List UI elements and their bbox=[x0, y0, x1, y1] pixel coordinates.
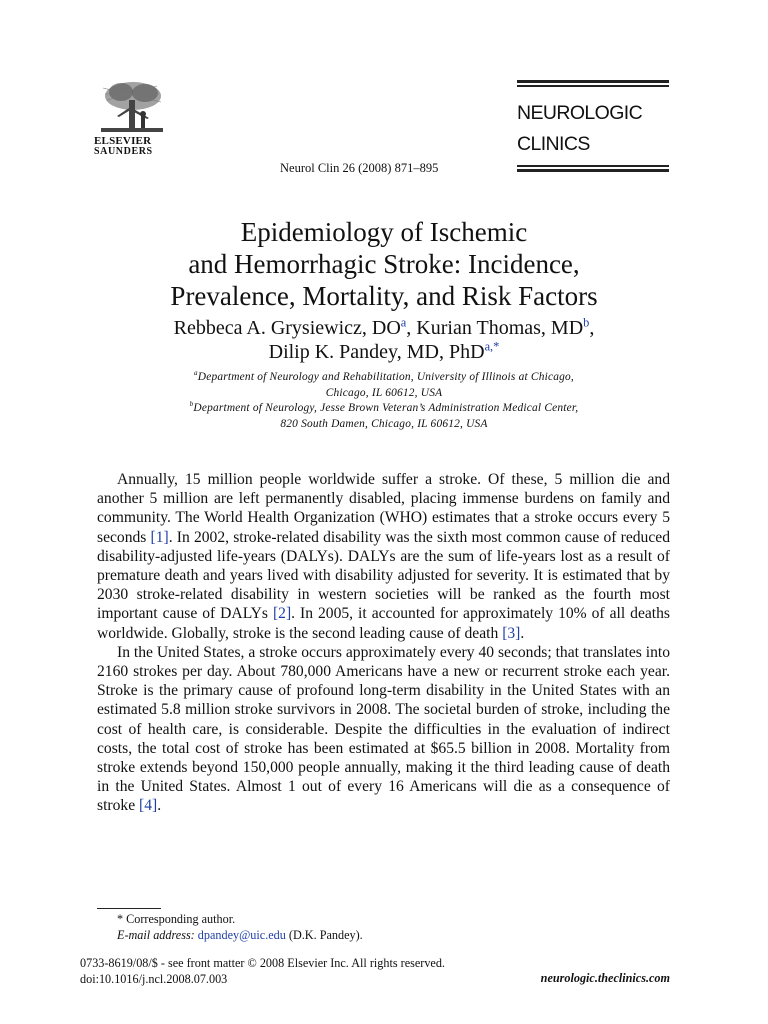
affiliation-link[interactable]: a,* bbox=[484, 339, 500, 354]
author-separator: , bbox=[406, 317, 417, 339]
affiliation-text: 820 South Damen, Chicago, IL 60612, USA bbox=[280, 417, 488, 430]
affiliation-b bbox=[100, 401, 668, 417]
email-label: E-mail address: bbox=[117, 928, 195, 942]
affiliation-text: Chicago, IL 60612, USA bbox=[325, 386, 443, 399]
author-list bbox=[80, 316, 688, 364]
affiliation-mark: b bbox=[189, 400, 194, 409]
doi: doi:10.1016/j.ncl.2008.07.003 bbox=[80, 972, 228, 986]
footnote bbox=[97, 911, 670, 943]
affiliation-text: Department of Neurology, Jesse Brown Veteran’s Administration Medical Center, bbox=[193, 402, 579, 415]
journal-brand bbox=[517, 80, 669, 174]
journal-name-line1: NEUROLOGIC bbox=[517, 102, 643, 124]
reference-link[interactable]: [3] bbox=[502, 624, 521, 642]
affiliation-link[interactable]: b bbox=[583, 315, 590, 330]
affiliation-mark: a bbox=[194, 369, 198, 378]
text-run: . bbox=[157, 797, 162, 815]
corresponding-author-note: * Corresponding author. bbox=[117, 912, 236, 926]
author-name: Rebbeca A. Grysiewicz, DO bbox=[173, 317, 401, 339]
text-run: Annually, 15 million people worldwide suffer a stroke. Of these, 5 million die and another 5 million are left permanently disabled, placing immense burdens on family and community. The World Health Organization (WHO) estimates that a stroke occurs every 5 seconds bbox=[97, 471, 670, 546]
affiliations bbox=[100, 370, 668, 432]
journal-website[interactable]: neurologic.theclinics.com bbox=[540, 971, 670, 985]
reference-link[interactable]: [1] bbox=[150, 528, 169, 546]
title-line: Prevalence, Mortality, and Risk Factors bbox=[170, 281, 598, 311]
paragraph bbox=[97, 470, 670, 643]
text-run: . In 2005, it accounted for approximately 10% of all deaths worldwide. Globally, stroke is the second leading cause of death bbox=[97, 605, 670, 642]
author-name: Dilip K. Pandey, MD, PhD bbox=[268, 341, 485, 363]
journal-citation: Neurol Clin 26 (2008) 871–895 bbox=[280, 161, 439, 175]
email-note bbox=[97, 927, 670, 943]
affiliation-text: Department of Neurology and Rehabilitation, University of Illinois at Chicago, bbox=[197, 371, 574, 383]
affiliation-link[interactable]: a bbox=[400, 315, 407, 330]
publisher-name: ELSEVIER bbox=[94, 135, 152, 147]
email-owner: (D.K. Pandey). bbox=[288, 928, 363, 942]
imprint-name: SAUNDERS bbox=[94, 146, 153, 157]
reference-link[interactable]: [2] bbox=[272, 605, 292, 623]
footnote-rule bbox=[97, 908, 161, 909]
author-name: Kurian Thomas, MD bbox=[416, 317, 584, 339]
title-line: Epidemiology of Ischemic bbox=[240, 217, 528, 247]
article-body bbox=[97, 470, 670, 816]
text-run: . In 2002, stroke-related disability was the sixth most common cause of reduced disability-adjusted life-years (DALYs). DALYs are the sum of life-years lost as a result of premature death and years lived with disability adjusted for severity. It is estimated that by 2030 stroke-related disability in western societies will be ranked as the fourth most important cause of DALYs bbox=[97, 528, 670, 623]
brand-rule-bottom-thin bbox=[517, 165, 669, 167]
text-run: . bbox=[520, 624, 525, 642]
affiliation-a bbox=[100, 370, 668, 386]
title-line: and Hemorrhagic Stroke: Incidence, bbox=[188, 249, 580, 279]
paragraph bbox=[97, 643, 670, 816]
text-run: In the United States, a stroke occurs approximately every 40 seconds; that translates into 2160 strokes per day. About 780,000 Americans have a new or recurrent stroke each year. Stroke is the primary cause of profound long-term disability in the United States with an estimated 5.8 million stroke survivors in 2008. The societal burden of stroke, including the cost of health care, is considerable. Despite the difficulties in the evaluation of indirect costs, the total cost of stroke has been estimated at $65.5 billion in 2008. Mortality from stroke extends beyond 150,000 people annually, making it the third leading cause of death in the United States. Almost 1 out of every 16 Americans will die as a consequence of stroke bbox=[97, 643, 670, 815]
copyright-line: 0733-8619/08/$ - see front matter © 2008 Elsevier Inc. All rights reserved. bbox=[80, 956, 445, 970]
brand-rule-top bbox=[517, 80, 669, 83]
email-link[interactable]: dpandey@uic.edu bbox=[197, 928, 286, 942]
reference-link[interactable]: [4] bbox=[139, 797, 158, 815]
author-separator: , bbox=[589, 317, 595, 339]
brand-rule-bottom bbox=[517, 169, 669, 172]
article-title bbox=[80, 216, 688, 312]
journal-name-line2: CLINICS bbox=[517, 133, 590, 155]
elsevier-tree-icon bbox=[97, 80, 167, 136]
publisher-logo bbox=[94, 80, 170, 164]
brand-rule-top-thin bbox=[517, 85, 669, 87]
